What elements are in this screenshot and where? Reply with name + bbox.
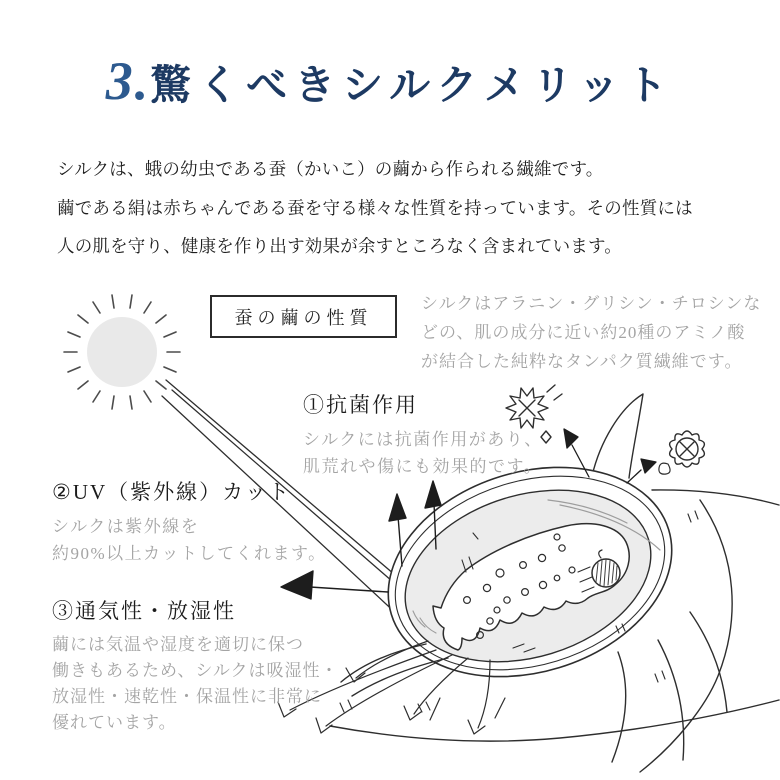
feature-line: 繭には気温や湿度を適切に保つ xyxy=(52,635,304,654)
blocked-icon xyxy=(659,431,705,474)
feature-line: シルクは紫外線を xyxy=(52,517,200,536)
description-line: が結合した純粋なタンパク質繊維です。 xyxy=(421,352,743,371)
feature-line: 約90%以上カットしてくれます。 xyxy=(52,544,327,563)
title-text: 驚くべきシルクメリット xyxy=(150,62,675,108)
description-line: どの、肌の成分に近い約20種のアミノ酸 xyxy=(421,323,746,342)
feature-heading: ③通気性・放湿性 xyxy=(52,599,236,623)
feature-line: シルクには抗菌作用があり、 xyxy=(303,430,543,449)
cocoon-property-label: 蚕の繭の性質 xyxy=(210,295,397,338)
germ-icon xyxy=(506,385,562,443)
description-line: シルクはアラニン・グリシン・チロシンな xyxy=(421,294,762,313)
feature-heading: ①抗菌作用 xyxy=(303,393,418,417)
intro-line: 人の肌を守り、健康を作り出す効果が余すところなく含まれています。 xyxy=(57,236,622,256)
intro-line: シルクは、蛾の幼虫である蚕（かいこ）の繭から作られる繊維です。 xyxy=(57,159,604,179)
feature-line: 放湿性・速乾性・保温性に非常に xyxy=(52,687,322,706)
feature-line: 働きもあるため、シルクは吸湿性・ xyxy=(52,661,339,680)
sun-icon xyxy=(64,295,180,409)
intro-line: 繭である絹は赤ちゃんである蚕を守る様々な性質を持っています。その性質には xyxy=(57,197,693,218)
title-number: 3. xyxy=(105,51,151,111)
feature-line: 優れています。 xyxy=(52,713,177,732)
feature-heading: ②UV（紫外線）カット xyxy=(52,480,291,504)
feature-line: 肌荒れや傷にも効果的です。 xyxy=(303,457,543,476)
uv-rays xyxy=(162,380,415,617)
